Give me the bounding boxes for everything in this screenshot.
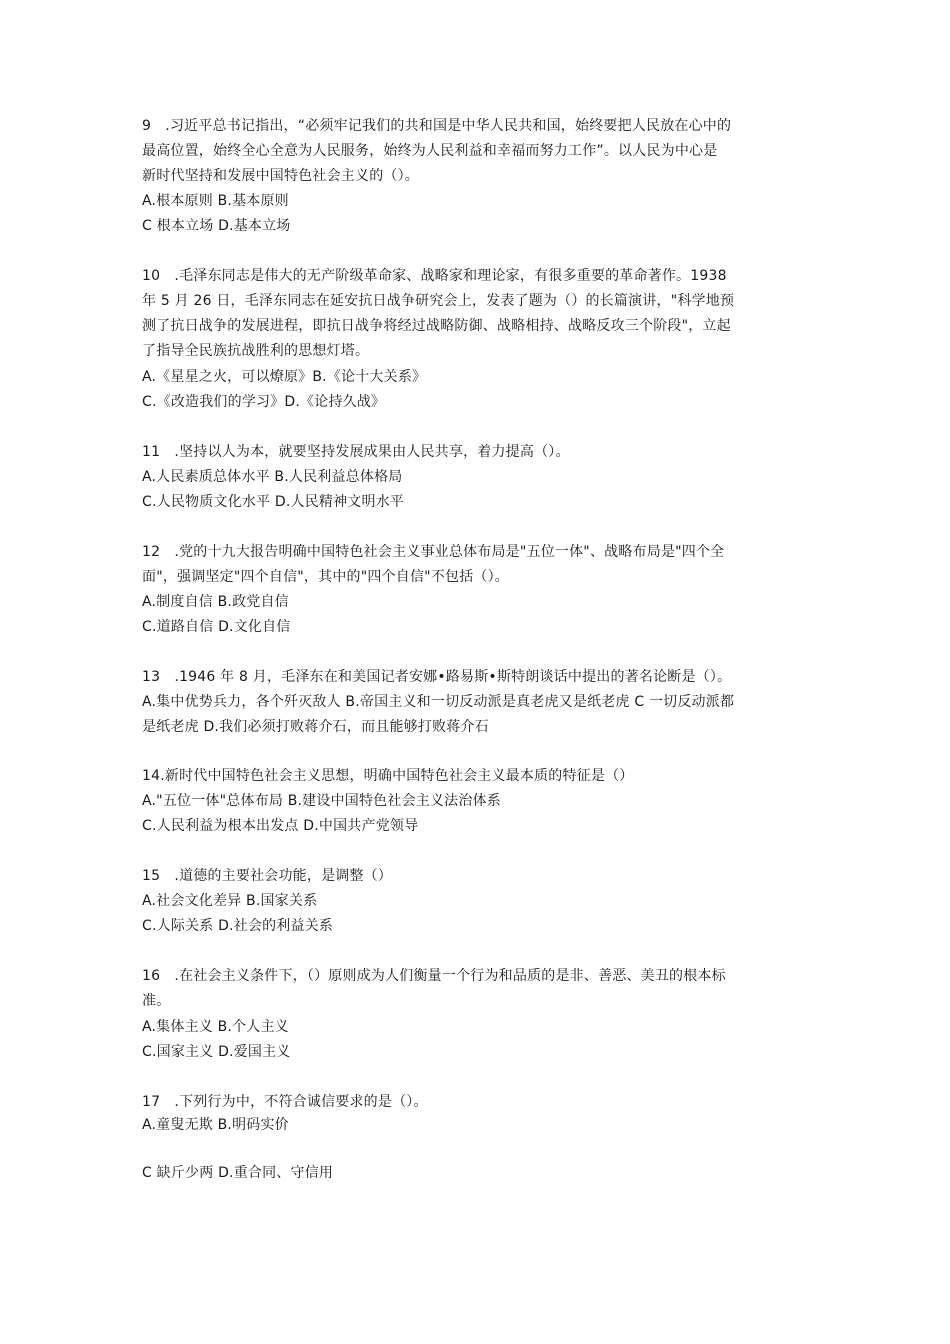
q15-options-ab: A.社会文化差异 B.国家关系: [142, 893, 318, 909]
q10-line-3: 测了抗日战争的发展进程，即抗日战争将经过战略防御、战略相持、战略反攻三个阶段"，立起: [142, 318, 731, 334]
q16-line-2: 准。: [142, 993, 171, 1009]
q10-line-4: 了指导全民族抗战胜利的思想灯塔。: [142, 343, 370, 359]
q10-options-ab: A.《星星之火，可以燎原》B.《论十大关系》: [142, 369, 427, 385]
q11-options-ab: A.人民素质总体水平 B.人民利益总体格局: [142, 469, 403, 485]
q16-options-ab: A.集体主义 B.个人主义: [142, 1019, 289, 1035]
q9-options-ab: A.根本原则 B.基本原则: [142, 193, 289, 209]
q16-options-cd: C.国家主义 D.爱国主义: [142, 1044, 291, 1060]
q10-line-2: 年 5 月 26 日，毛泽东同志在延安抗日战争研究会上，发表了题为（）的长篇演讲，"科学地预: [142, 293, 735, 309]
q14-options-ab: A."五位一体"总体布局 B.建设中国特色社会主义法治体系: [142, 793, 501, 809]
q10-line-1: 10 .毛泽东同志是伟大的无产阶级革命家、战略家和理论家，有很多重要的革命著作。1938: [142, 268, 727, 284]
q9-line-2: 最高位置，始终全心全意为人民服务，始终为人民利益和幸福而努力工作”。以人民为中心是: [142, 143, 718, 159]
q15-line-1: 15 .道德的主要社会功能，是调整（）: [142, 868, 393, 884]
q16-line-1: 16 .在社会主义条件下，（）原则成为人们衡量一个行为和品质的是非、善恶、美丑的根本标: [142, 968, 726, 984]
q9-options-cd: C 根本立场 D.基本立场: [142, 218, 291, 234]
q17-options-ab: A.童叟无欺 B.明码实价: [142, 1117, 289, 1133]
q12-options-cd: C.道路自信 D.文化自信: [142, 619, 291, 635]
q12-options-ab: A.制度自信 B.政党自信: [142, 594, 289, 610]
q9-line-3: 新时代坚持和发展中国特色社会主义的（）。: [142, 168, 419, 184]
q12-line-2: 面"，强调坚定"四个自信"，其中的"四个自信"不包括（）。: [142, 569, 509, 585]
q10-options-cd: C.《改造我们的学习》D.《论持久战》: [142, 394, 386, 410]
q14-line-1: 14.新时代中国特色社会主义思想，明确中国特色社会主义最本质的特征是（）: [142, 768, 634, 784]
q13-line-1: 13 .1946 年 8 月，毛泽东在和美国记者安娜•路易斯•斯特朗谈话中提出的著名论断是（）。: [142, 669, 732, 685]
q13-options-line-2: 是纸老虎 D.我们必须打败蒋介石，而且能够打败蒋介石: [142, 719, 489, 735]
q11-options-cd: C.人民物质文化水平 D.人民精神文明水平: [142, 494, 405, 510]
q17-line-1: 17 .下列行为中，不符合诚信要求的是（）。: [142, 1094, 428, 1110]
q14-options-cd: C.人民利益为根本出发点 D.中国共产党领导: [142, 818, 419, 834]
q11-line-1: 11 .坚持以人为本，就要坚持发展成果由人民共享，着力提高（）。: [142, 444, 570, 460]
q12-line-1: 12 .党的十九大报告明确中国特色社会主义事业总体布局是"五位一体"、战略布局是"四个全: [142, 544, 725, 560]
q13-options-line-1: A.集中优势兵力，各个歼灭敌人 B.帝国主义和一切反动派是真老虎又是纸老虎 C 一切反动派都: [142, 694, 735, 710]
q9-line-1: 9 .习近平总书记指出，“必须牢记我们的共和国是中华人民共和国，始终要把人民放在心中的: [142, 118, 732, 134]
q17-options-cd: C 缺斤少两 D.重合同、守信用: [142, 1165, 334, 1181]
q15-options-cd: C.人际关系 D.社会的利益关系: [142, 918, 334, 934]
